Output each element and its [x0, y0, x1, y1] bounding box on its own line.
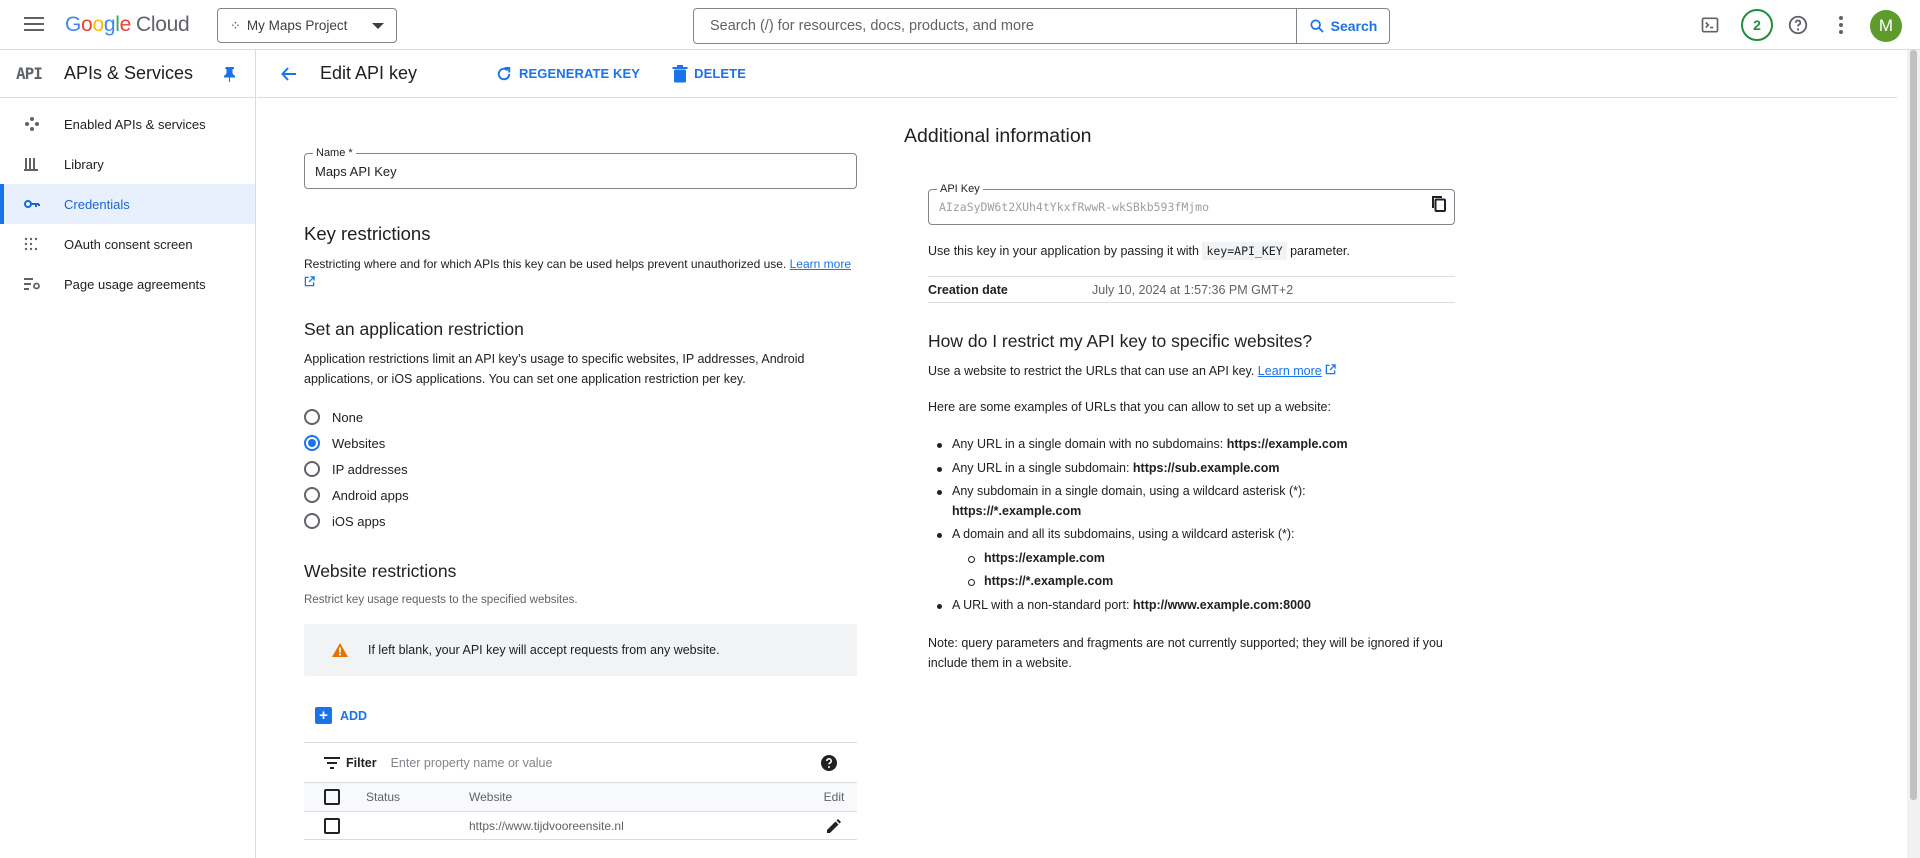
- column-header-website[interactable]: Website: [469, 790, 513, 804]
- examples-intro: Here are some examples of URLs that you can allow to set up a website:: [928, 400, 1331, 414]
- settings-list-icon: [24, 278, 64, 290]
- scrollbar-thumb[interactable]: [1910, 50, 1917, 800]
- radio-button[interactable]: [304, 487, 320, 503]
- app-restriction-desc: Application restrictions limit an API key’s usage to specific websites, IP addresses, Android applications, or iOS applications. You can set one application restriction per key.: [304, 352, 805, 386]
- key-restrictions-desc: Restricting where and for which APIs this key can be used helps prevent unauthorized use. Learn more: [304, 256, 864, 292]
- sidebar-title: APIs & Services: [64, 63, 194, 83]
- sub-list: [952, 549, 1448, 592]
- api-key-label: API Key: [937, 183, 983, 195]
- main-menu-icon[interactable]: [20, 13, 48, 37]
- plus-icon: +: [315, 707, 332, 724]
- copy-icon[interactable]: [1432, 196, 1446, 212]
- radio-android-apps[interactable]: Android apps: [304, 487, 409, 503]
- google-cloud-logo[interactable]: Google Cloud: [65, 13, 190, 36]
- name-input[interactable]: [305, 154, 856, 188]
- select-all-checkbox[interactable]: [324, 789, 340, 805]
- api-key-usage: Use this key in your application by passing it with key=API_KEY parameter.: [928, 244, 1350, 258]
- more-vert-icon[interactable]: [1829, 13, 1853, 37]
- external-link-icon[interactable]: [304, 276, 315, 287]
- filter-label: Filter: [346, 755, 377, 770]
- radio-ios-apps[interactable]: iOS apps: [304, 513, 385, 529]
- warning-icon: [332, 643, 348, 657]
- search-box: [693, 8, 1390, 44]
- warning-text: If left blank, your API key will accept requests from any website.: [368, 643, 720, 657]
- page-title: Edit API key: [320, 63, 418, 83]
- search-icon: [1309, 18, 1325, 34]
- search-button[interactable]: Search: [1296, 9, 1389, 43]
- list-item: Any URL in a single subdomain: https://sub.example.com: [928, 459, 1448, 479]
- radio-button[interactable]: [304, 513, 320, 529]
- key-restrictions-title: Key restrictions: [304, 223, 431, 244]
- list-item: Any subdomain in a single domain, using a wildcard asterisk (*): https://*.example.com: [928, 482, 1448, 521]
- list-item: A domain and all its subdomains, using a wildcard asterisk (*): https://example.com https://*.example.com: [928, 525, 1448, 592]
- app-restriction-title: Set an application restriction: [304, 319, 524, 339]
- cloud-shell-icon[interactable]: [1698, 13, 1722, 37]
- search-input[interactable]: [694, 9, 1296, 43]
- oauth-icon: [24, 237, 64, 251]
- additional-info-title: Additional information: [904, 125, 1092, 147]
- name-field: [304, 147, 857, 189]
- refresh-icon: [495, 65, 513, 83]
- dropdown-arrow-icon: [372, 23, 384, 29]
- radio-ip-addresses[interactable]: IP addresses: [304, 461, 408, 477]
- creation-date-label: Creation date: [928, 282, 1008, 297]
- list-item: https://*.example.com: [952, 572, 1448, 592]
- pin-icon[interactable]: [223, 66, 237, 82]
- sidebar: [0, 50, 256, 858]
- column-header-edit: Edit: [823, 790, 845, 804]
- faq-learn-more-link[interactable]: Learn more: [1257, 364, 1322, 378]
- sidebar-item-oauth[interactable]: OAuth consent screen: [0, 224, 255, 264]
- faq-title: How do I restrict my API key to specific websites?: [928, 331, 1313, 351]
- page-header: [257, 50, 1897, 98]
- faq-desc: Use a website to restrict the URLs that can use an API key. Learn more: [928, 361, 1336, 381]
- sidebar-item-credentials[interactable]: Credentials: [0, 184, 255, 224]
- radio-button[interactable]: [304, 409, 320, 425]
- library-icon: [24, 157, 64, 171]
- website-table: [304, 782, 857, 840]
- name-field-label: Name *: [313, 147, 356, 159]
- list-item: Any URL in a single domain with no subdomains: https://example.com: [928, 435, 1448, 455]
- sidebar-item-enabled-apis[interactable]: Enabled APIs & services: [0, 104, 255, 144]
- row-website: https://www.tijdvooreensite.nl: [469, 818, 624, 833]
- website-restrictions-title: Website restrictions: [304, 561, 457, 581]
- project-name: My Maps Project: [246, 18, 348, 33]
- project-icon: ⁘: [230, 17, 239, 33]
- api-key-field: [928, 183, 1455, 225]
- examples-list: [928, 435, 1448, 619]
- filter-bar: [304, 742, 857, 782]
- learn-more-link[interactable]: Learn more: [789, 257, 851, 271]
- radio-button[interactable]: [304, 461, 320, 477]
- website-restrictions-desc: Restrict key usage requests to the specified websites.: [304, 594, 578, 606]
- trash-icon: [672, 65, 688, 83]
- enabled-apis-icon: [24, 116, 64, 132]
- radio-websites[interactable]: Websites: [304, 435, 385, 451]
- creation-date-row: [928, 276, 1455, 303]
- top-bar: [0, 0, 1920, 50]
- list-item: https://example.com: [952, 549, 1448, 569]
- api-key-input[interactable]: [929, 190, 1454, 224]
- regenerate-key-button[interactable]: REGENERATE KEY: [495, 65, 640, 83]
- project-picker[interactable]: [217, 8, 397, 43]
- api-key-code: key=API_KEY: [1202, 242, 1286, 260]
- sidebar-item-library[interactable]: Library: [0, 144, 255, 184]
- help-icon[interactable]: [1786, 13, 1810, 37]
- external-link-icon[interactable]: [1325, 364, 1336, 375]
- sidebar-item-page-usage[interactable]: Page usage agreements: [0, 264, 255, 304]
- notifications-badge[interactable]: 2: [1741, 9, 1773, 41]
- table-header-row: [304, 782, 857, 811]
- filter-input[interactable]: [391, 756, 821, 770]
- radio-button-checked[interactable]: [304, 435, 320, 451]
- scrollbar[interactable]: [1907, 50, 1920, 858]
- list-item: A URL with a non-standard port: http://www.example.com:8000: [928, 596, 1448, 616]
- radio-none[interactable]: None: [304, 409, 363, 425]
- avatar[interactable]: M: [1870, 10, 1902, 42]
- warning-banner: [304, 624, 857, 676]
- filter-icon: [324, 757, 340, 769]
- key-icon: [24, 199, 64, 209]
- add-website-button[interactable]: + ADD: [315, 707, 367, 724]
- edit-pencil-icon[interactable]: [819, 819, 849, 833]
- column-header-status[interactable]: Status: [366, 790, 401, 804]
- delete-button[interactable]: DELETE: [672, 65, 746, 83]
- help-circle-icon[interactable]: [821, 755, 837, 771]
- table-row: [304, 811, 857, 840]
- creation-date-value: July 10, 2024 at 1:57:36 PM GMT+2: [1092, 282, 1294, 297]
- sidebar-header: [0, 50, 255, 98]
- api-logo: API: [16, 64, 42, 83]
- note-text: Note: query parameters and fragments are not currently supported; they will be ignored if you include them in a website.: [928, 636, 1443, 670]
- back-arrow-icon[interactable]: [273, 58, 305, 90]
- row-checkbox[interactable]: [324, 818, 340, 834]
